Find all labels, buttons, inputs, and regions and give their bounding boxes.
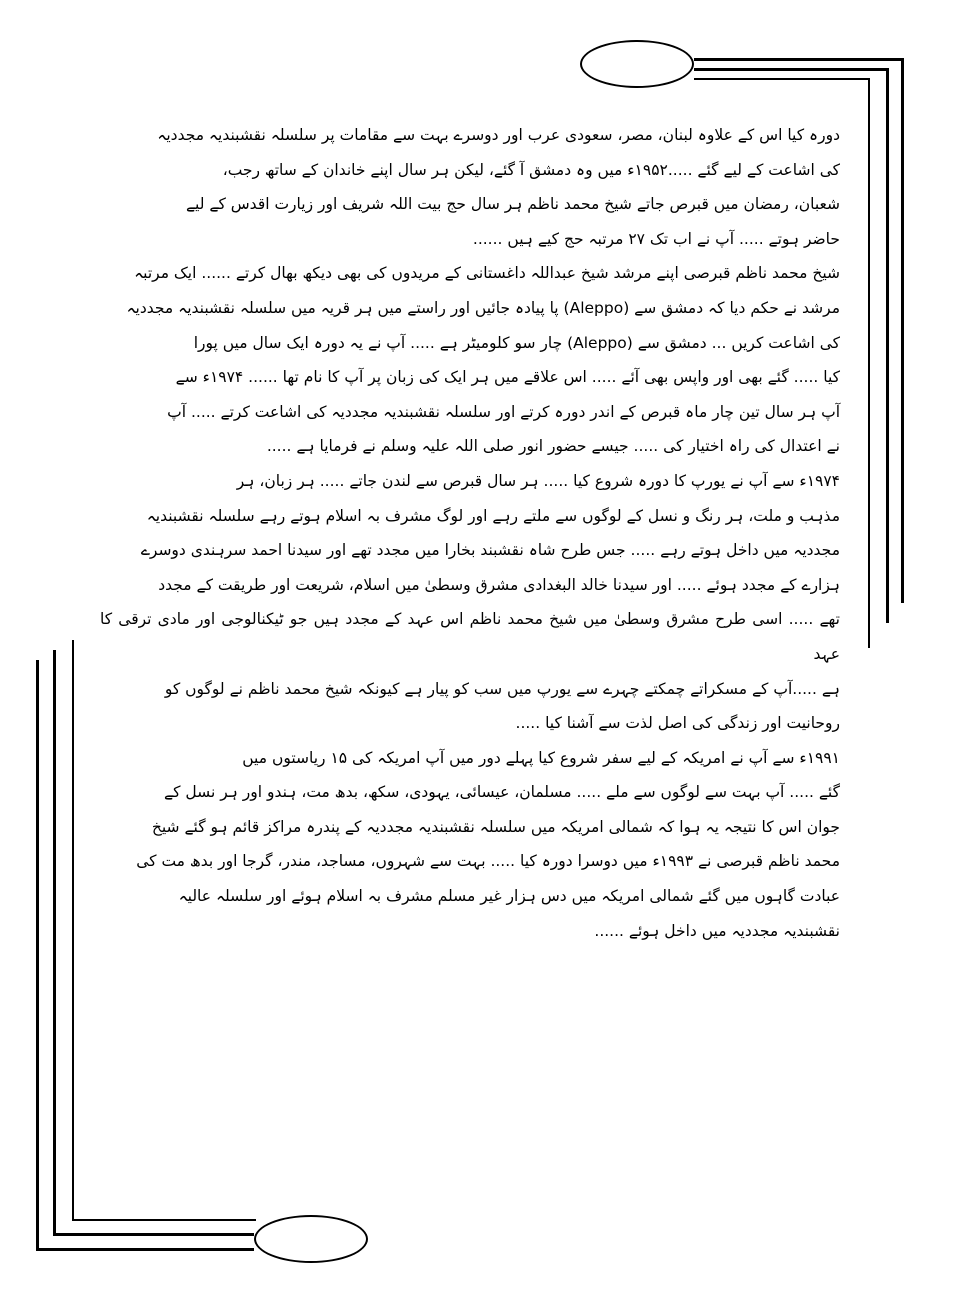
text-line: شیخ محمد ناظم قبرصی اپنے مرشد شیخ عبداللہ داغستانی کے مریدوں کی بھی دیکھ بھال کرتے ...... ایک مرتبہ	[134, 264, 840, 283]
text-line: ۱۹۷۴ء سے آپ نے یورپ کا دورہ شروع کیا ..... ہر سال قبرص سے لندن جاتے ..... ہر زبان، ہر	[236, 471, 840, 490]
text-line: ہزارے کے مجدد ہوئے ..... اور سیدنا خالد البغدادی مشرق وسطیٰ میں اسلام، شریعت اور طریقت کے مجدد	[158, 575, 840, 594]
text-line: دورہ کیا اس کے علاوہ لبنان، مصر، سعودی عرب اور دوسرے بہت سے مقامات پر سلسلہ نقشبندیہ مجددیہ	[157, 126, 840, 144]
text-line: مذہب و ملت، ہر رنگ و نسل کے لوگوں سے ملتے رہے اور لوگ مشرف بہ اسلام ہوتے رہے سلسلہ نقشبندیہ	[146, 506, 840, 525]
text-line: آپ ہر سال تین چار ماہ قبرص کے اندر دورہ کرتے اور سلسلہ نقشبندیہ مجددیہ کی اشاعت کرتے ..... آپ	[167, 402, 840, 421]
left-rule-inner	[72, 640, 74, 1220]
text-line: گئے ..... آپ بہت سے لوگوں سے ملے ..... مسلمان، عیسائی، یہودی، سکھ، بدھ مت، ہندو اور ہر نسل کے	[164, 783, 840, 802]
right-rule-middle	[886, 68, 889, 623]
text-line: نے اعتدال کی راہ اختیار کی ..... جیسے حضور انور صلی اللہ علیہ وسلم نے فرمایا ہے .....	[266, 437, 840, 456]
text-line: کی اشاعت کے لیے گئے .....۱۹۵۲ء میں وہ دمشق آ گئے، لیکن ہر سال اپنے خاندان کے ساتھ رجب،	[222, 160, 840, 179]
right-rule-inner	[868, 78, 870, 648]
text-line: ۱۹۹۱ء سے آپ نے امریکہ کے لیے سفر شروع کیا پہلے دور میں آپ امریکہ کی ۱۵ ریاستوں میں	[242, 748, 840, 767]
text-line: مرشد نے حکم دیا کہ دمشق سے (Aleppo) پا پیادہ جائیں اور راستے میں ہر قریہ میں سلسلہ نقشبندیہ مجددیہ	[126, 298, 840, 317]
top-rule-outer	[694, 58, 903, 61]
top-rule-inner	[694, 68, 887, 71]
text-line: مجددیہ میں داخل ہوتے رہے ..... جس طرح شاہ نقشبند بخارا میں مجدد تھے اور سیدنا احمد سرہندی دوسرے	[140, 541, 840, 560]
text-line: نقشبندیہ مجددیہ میں داخل ہوئے ......	[594, 921, 840, 940]
text-line: جوان اس کا نتیجہ یہ ہوا کہ شمالی امریکہ میں سلسلہ نقشبندیہ مجددیہ کے پندرہ مراکز قائم ہو گئے شیخ	[151, 817, 840, 836]
text-line: روحانیت اور زندگی کی اصل لذت سے آشنا کیا .....	[515, 714, 840, 733]
top-oval-ornament	[580, 40, 694, 88]
text-line: ہے .....آپ کے مسکراتے چمکتے چہرے سے یورپ میں سب کو پیار ہے کیونکہ شیخ محمد ناظم نے لوگوں کو	[164, 679, 840, 698]
text-line: محمد ناظم قبرصی نے ۱۹۹۳ء میں دوسرا دورہ کیا ..... بہت سے شہروں، مساجد، مندر، گرجا اور بدھ مت کی	[136, 852, 840, 871]
paragraph-2	[100, 256, 840, 464]
text-line: کیا ..... گئے بھی اور واپس بھی آئے ..... اس علاقے میں ہر ایک کی زبان پر آپ کا نام تھا ...... ۱۹۷۴ء سے	[175, 368, 840, 387]
left-rule-middle	[53, 650, 56, 1235]
paragraph-3	[100, 464, 840, 741]
bottom-rule-outer	[36, 1248, 254, 1251]
top-rule-innermost	[694, 78, 869, 80]
right-rule-outer	[901, 58, 904, 603]
paragraph-4	[100, 741, 840, 949]
text-line: عبادت گاہوں میں گئے شمالی امریکہ میں دس ہزار غیر مسلم مشرف بہ اسلام ہوئے اور سلسلہ عالیہ	[178, 887, 840, 906]
bottom-rule-inner	[72, 1219, 256, 1221]
paragraph-1	[100, 118, 840, 256]
bottom-oval-ornament	[254, 1215, 368, 1263]
left-rule-outer	[36, 660, 39, 1250]
text-line: کی اشاعت کریں ... دمشق سے (Aleppo) چار سو کلومیٹر ہے ..... آپ نے یہ دورہ ایک سال میں پورا	[193, 333, 840, 352]
document-body	[100, 118, 840, 948]
text-line: تھے ..... اسی طرح مشرق وسطیٰ میں شیخ محمد ناظم اس عہد کے مجدد ہیں جو ٹیکنالوجی اور مادی ترقی کا عہد	[100, 610, 840, 663]
bottom-rule-middle	[53, 1233, 254, 1236]
text-line: حاضر ہوتے ..... آپ نے اب تک ۲۷ مرتبہ حج کیے ہیں ......	[472, 229, 840, 248]
text-line: شعبان، رمضان میں قبرص جاتے شیخ محمد ناظم ہر سال حج بیت اللہ شریف اور زیارت اقدس کے لیے	[185, 195, 840, 214]
